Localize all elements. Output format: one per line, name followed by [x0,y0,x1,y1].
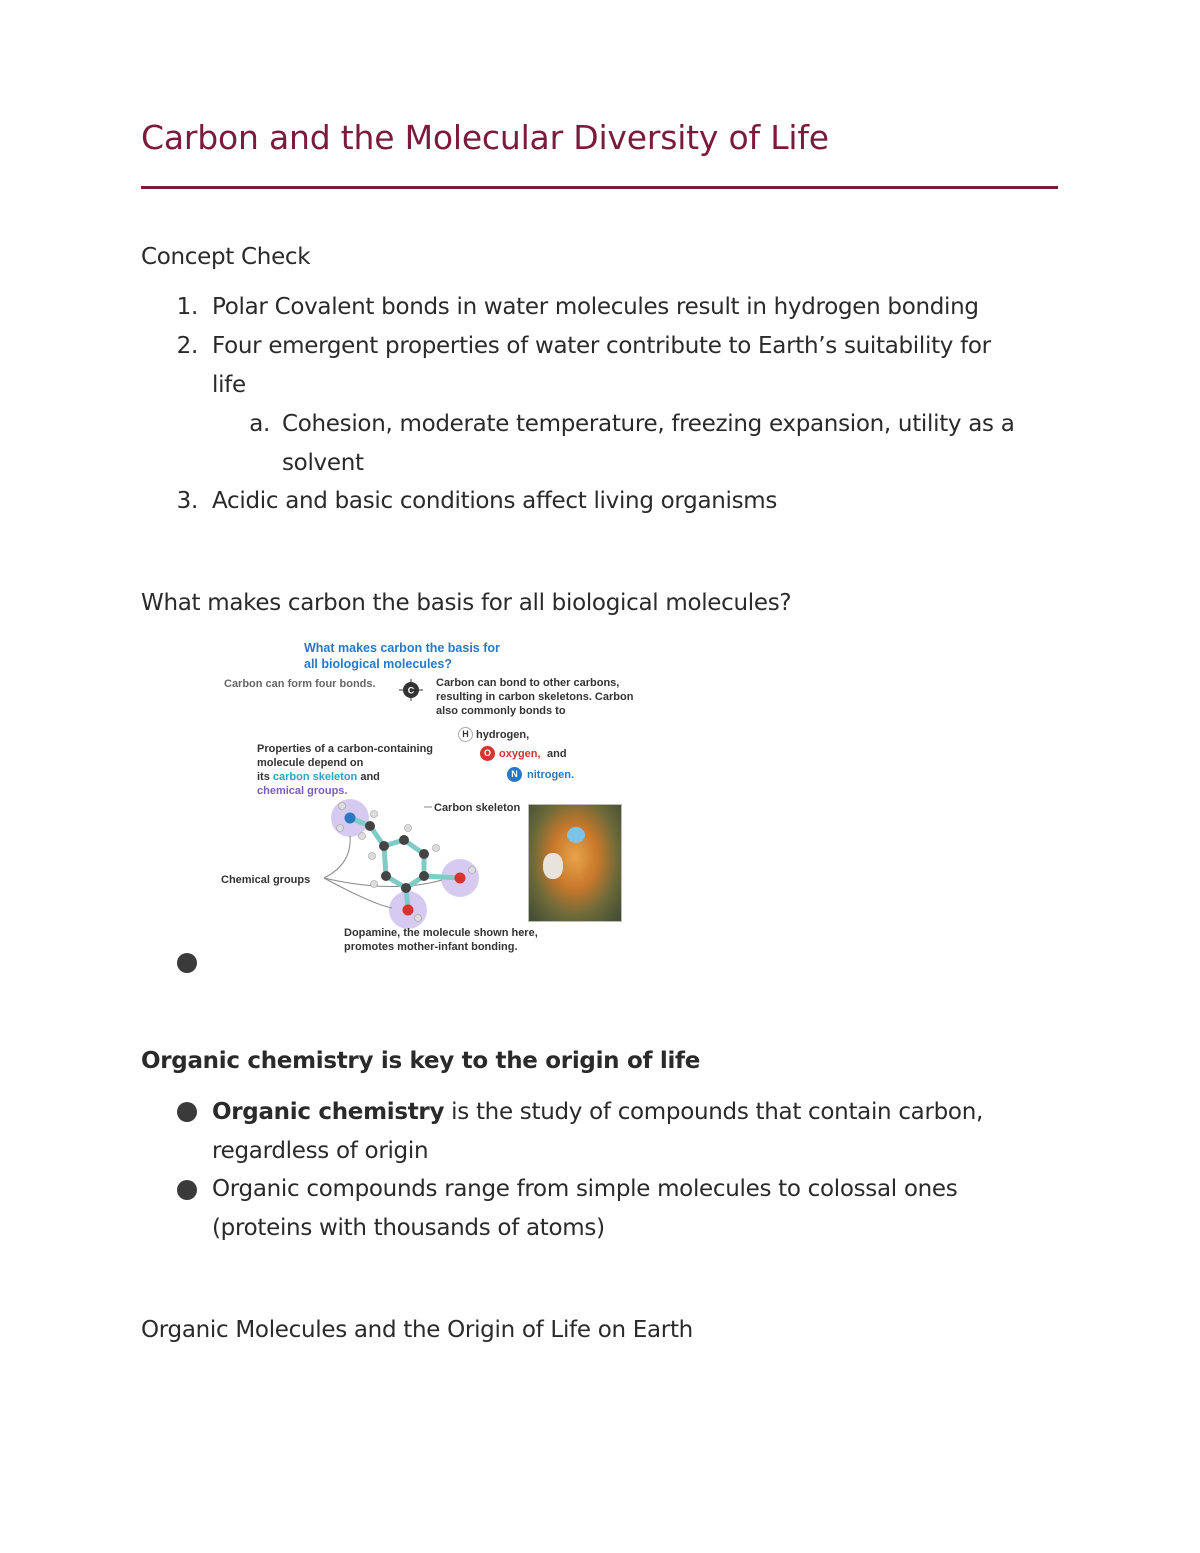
sub-list-item-text: Cohesion, moderate temperature, freezing expansion, utility as a [282,411,1015,437]
concept-check-heading: Concept Check [141,244,311,270]
bond-text-3: also commonly bonds to [436,705,566,717]
properties-carbon-skeleton: carbon skeleton [272,771,358,783]
bond-text-1: Carbon can bond to other carbons, [436,677,620,689]
atom-c-label: C [407,685,415,696]
hydrogen-label: hydrogen, [476,729,530,741]
monkey-photo [528,804,622,922]
dopamine-molecule-icon [312,784,492,934]
list-number: 1. [176,294,198,320]
section-heading: Organic chemistry is key to the origin of life [141,1048,701,1074]
page-title: Carbon and the Molecular Diversity of Life [141,118,829,157]
bullet-rest-text: is the study of compounds that contain carbon, [444,1099,983,1125]
nitrogen-atom-icon: N [507,767,522,782]
oxygen-and: and [547,748,567,760]
carbon-figure [212,634,642,964]
properties-text-1: Properties of a carbon-containing [257,743,434,755]
subsection-heading: Organic Molecules and the Origin of Life on Earth [141,1317,693,1343]
dopamine-text-1: Dopamine, the molecule shown here, [344,927,538,939]
nitrogen-label: nitrogen. [527,769,575,781]
bullet-icon [177,953,197,973]
bullet-item-continuation: (proteins with thousands of atoms) [212,1215,605,1241]
carbon-skeleton-label: Carbon skeleton [434,802,521,814]
list-number: 3. [176,488,198,514]
bullet-icon [177,1180,197,1200]
title-divider [141,186,1058,189]
figure-question-line2: all biological molecules? [304,657,452,671]
four-bonds-label: Carbon can form four bonds. [224,678,376,690]
oxygen-label: oxygen, [499,748,541,760]
sub-list-item-continuation: solvent [282,450,364,476]
carbon-atom-icon [397,678,425,702]
properties-its: its [257,771,270,783]
figure-question-line1: What makes carbon the basis for [304,641,500,655]
list-number: 2. [176,333,198,359]
list-item-text: Polar Covalent bonds in water molecules result in hydrogen bonding [212,294,979,320]
properties-text-4: chemical groups. [257,785,348,797]
hydrogen-atom-icon: H [458,727,473,742]
sub-list-letter: a. [249,411,270,437]
list-item-text: Four emergent properties of water contribute to Earth’s suitability for [212,333,991,359]
bond-text-2: resulting in carbon skeletons. Carbon [436,691,634,703]
properties-and: and [360,771,380,783]
properties-text-3 [257,770,380,784]
bullet-item-text: Organic compounds range from simple molecules to colossal ones [212,1176,958,1202]
list-item-text: Acidic and basic conditions affect living organisms [212,488,778,514]
question-heading: What makes carbon the basis for all biological molecules? [141,590,792,616]
bullet-item-continuation: regardless of origin [212,1138,429,1164]
baby-monkey-icon [543,853,563,879]
bullet-icon [177,1102,197,1122]
properties-text-2: molecule depend on [257,757,364,769]
list-item-continuation: life [212,372,246,398]
bullet-bold-term: Organic chemistry [212,1099,445,1125]
chemical-groups-label: Chemical groups [221,874,311,886]
oxygen-atom-icon: O [480,746,495,761]
bullet-item-text [212,1093,983,1131]
monkey-face-icon [567,827,585,843]
dopamine-text-2: promotes mother-infant bonding. [344,941,518,953]
